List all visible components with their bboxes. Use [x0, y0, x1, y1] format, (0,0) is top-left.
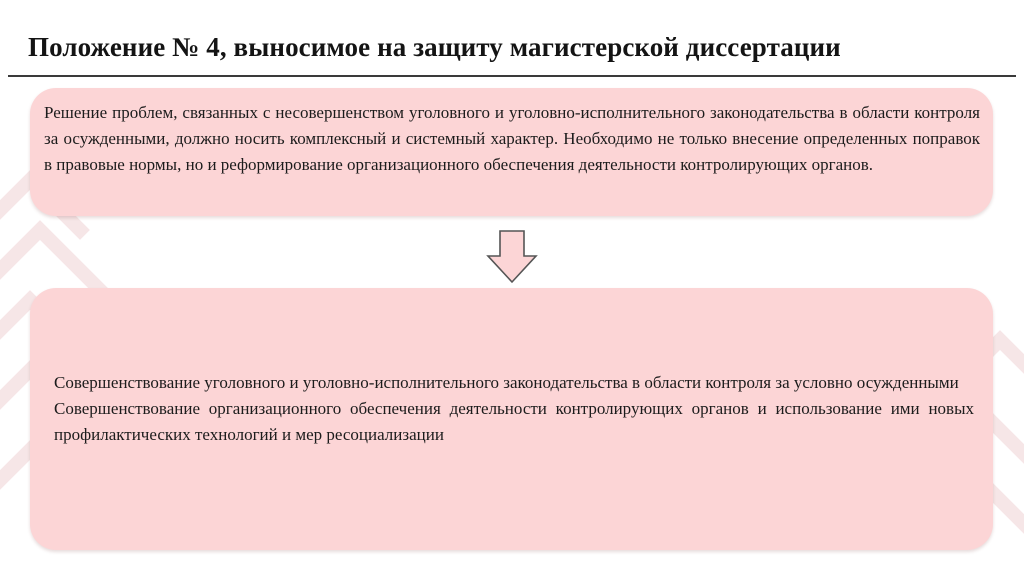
summary-box	[30, 88, 993, 216]
page-title: Положение № 4, выносимое на защиту магистерской диссертации	[28, 32, 841, 62]
conclusion-item: Совершенствование организационного обеспечения деятельности контролирующих органов и использование ими новых профилактических технологий и мер ресоциализации	[54, 399, 974, 444]
conclusion-item: Совершенствование уголовного и уголовно-исполнительного законодательства в области контроля за условно осужденными	[54, 373, 959, 392]
arrow-down-icon	[486, 230, 538, 284]
conclusions-text	[54, 370, 974, 448]
title-divider	[8, 75, 1016, 77]
conclusions-box	[30, 288, 993, 550]
summary-text: Решение проблем, связанных с несовершенством уголовного и уголовно-исполнительного законодательства в области контроля за осужденными, должно носить комплексный и системный характер. Необходимо не только внесение определенных поправок в правовые нормы, но и реформирование организационного обеспечения деятельности контролирующих органов.	[44, 103, 980, 174]
